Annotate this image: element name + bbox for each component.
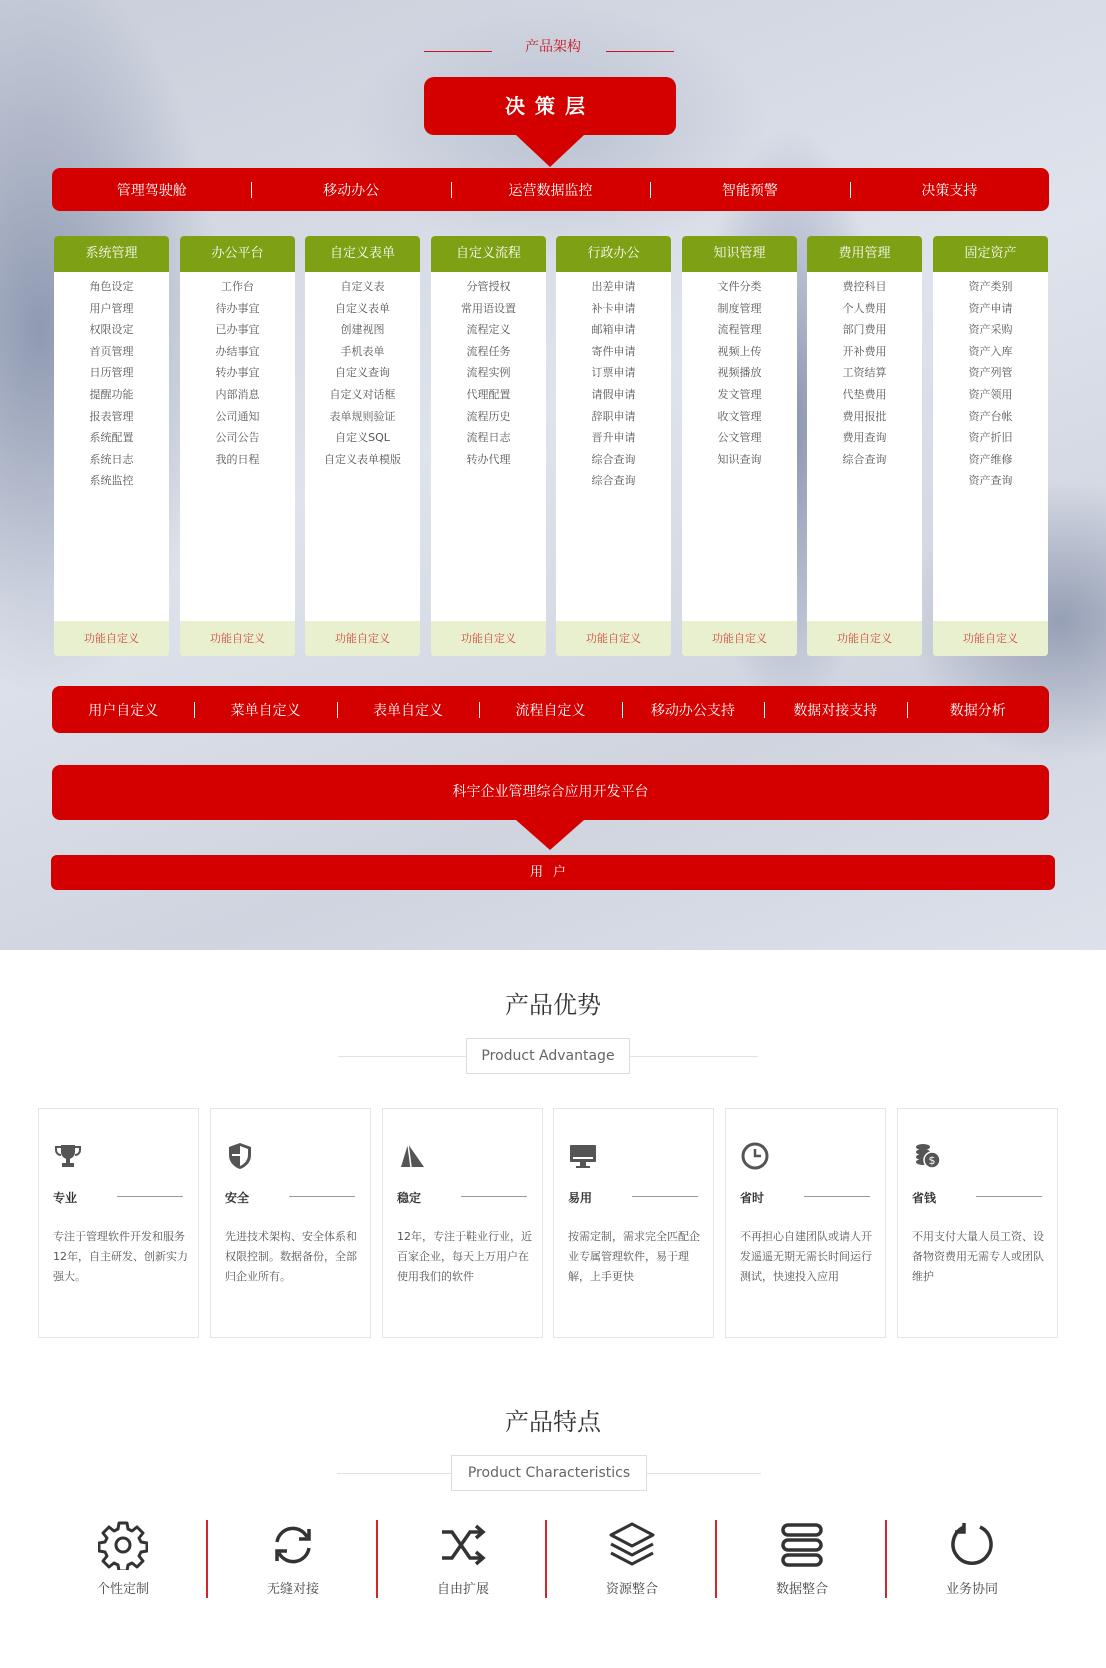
module-item[interactable]: 资产列管 (968, 366, 1013, 380)
advantage-card-text: 不用支付大量人员工资、设备物资费用无需专人或团队维护 (912, 1230, 1044, 1283)
module-column (933, 236, 1048, 656)
module-item[interactable]: 我的日程 (215, 452, 260, 466)
module-item[interactable]: 已办事宜 (215, 323, 260, 337)
module-item-list (180, 272, 295, 470)
module-footer[interactable]: 功能自定义 (180, 621, 295, 656)
feature-item[interactable] (378, 1520, 548, 1600)
module-footer[interactable]: 功能自定义 (431, 621, 546, 656)
module-item[interactable]: 资产台帐 (968, 409, 1013, 423)
custom-bar-item[interactable]: 流程自定义 (479, 700, 621, 720)
feature-item[interactable] (717, 1520, 887, 1600)
module-column (556, 236, 671, 656)
module-footer[interactable]: 功能自定义 (807, 621, 922, 656)
gear-icon (98, 1520, 148, 1570)
module-item[interactable]: 分管授权 (466, 280, 511, 293)
module-item[interactable]: 个人费用 (842, 301, 887, 315)
module-item[interactable]: 流程管理 (717, 323, 762, 337)
module-item[interactable]: 权限设定 (89, 323, 134, 337)
module-item[interactable]: 部门费用 (842, 323, 887, 337)
advantage-title: 产品优势 (505, 991, 601, 1019)
feature-divider (715, 1520, 717, 1598)
module-item[interactable]: 资产折旧 (968, 431, 1013, 445)
advantage-card-rule (804, 1196, 870, 1197)
characteristics-subtitle: Product Characteristics (451, 1455, 647, 1491)
module-item[interactable]: 转办事宜 (215, 366, 260, 380)
advantage-card-rule (976, 1196, 1042, 1197)
custom-bar-item[interactable]: 移动办公支持 (622, 700, 764, 720)
feature-divider (545, 1520, 547, 1598)
advantage-card-rule (632, 1196, 698, 1197)
refresh-icon (947, 1520, 997, 1570)
module-item[interactable]: 请假申请 (591, 387, 636, 401)
feature-label: 资源整合 (605, 1582, 658, 1597)
module-header[interactable]: 自定义表单 (305, 236, 420, 272)
module-item[interactable]: 流程定义 (466, 323, 511, 337)
advantage-card-title: 易用 (568, 1191, 593, 1205)
module-item[interactable]: 工作台 (221, 280, 254, 293)
module-item[interactable]: 转办代理 (466, 452, 511, 466)
module-column (682, 236, 797, 656)
database-icon (777, 1520, 827, 1570)
feature-item[interactable] (208, 1520, 378, 1600)
module-item[interactable]: 资产领用 (968, 387, 1013, 401)
module-item[interactable]: 费用查询 (842, 431, 887, 445)
module-item[interactable]: 视频上传 (717, 344, 762, 358)
module-column (431, 236, 546, 656)
module-item-list (933, 272, 1048, 492)
advantage-card-title: 专业 (53, 1191, 78, 1205)
module-item[interactable]: 自定义表 (340, 280, 385, 293)
module-item[interactable]: 收文管理 (717, 409, 762, 423)
module-item[interactable]: 辞职申请 (591, 409, 636, 423)
module-item[interactable]: 内部消息 (215, 387, 260, 401)
module-item[interactable]: 系统日志 (89, 452, 134, 466)
platform-bar: 科宇企业管理综合应用开发平台 (52, 765, 1049, 820)
module-item[interactable]: 代理配置 (466, 387, 511, 401)
top-bar-item[interactable]: 移动办公 (251, 180, 450, 200)
custom-bar-item[interactable]: 表单自定义 (337, 700, 479, 720)
svg-text:$: $ (928, 1154, 936, 1167)
decision-arrow (516, 135, 584, 167)
advantage-card (897, 1108, 1058, 1338)
module-item[interactable]: 创建视图 (340, 323, 385, 337)
module-item[interactable]: 代垫费用 (842, 387, 887, 401)
decision-layer: 决策层 (424, 77, 676, 135)
module-item[interactable]: 办结事宜 (215, 344, 260, 358)
module-header[interactable]: 行政办公 (556, 236, 671, 272)
module-item-list (682, 272, 797, 470)
advantage-card-text: 不再担心自建团队或请人开发遥遥无期无需长时间运行测试，快速投入应用 (740, 1230, 872, 1283)
module-item[interactable]: 资产申请 (968, 301, 1013, 315)
advantage-card-title: 安全 (225, 1191, 250, 1205)
module-item[interactable]: 自定义对话框 (329, 387, 396, 401)
advantage-card (38, 1108, 199, 1338)
custom-bar-item[interactable]: 用户自定义 (88, 702, 159, 719)
shuffle-icon (438, 1520, 488, 1570)
module-item[interactable]: 自定义SQL (335, 431, 390, 445)
feature-label: 个性定制 (96, 1582, 149, 1597)
module-item[interactable]: 常用语设置 (461, 301, 516, 315)
module-item[interactable]: 制度管理 (717, 301, 762, 315)
sync-icon (268, 1520, 318, 1570)
module-item[interactable]: 流程实例 (466, 366, 511, 380)
module-item-list (54, 272, 169, 492)
shield-icon (225, 1141, 255, 1171)
module-header[interactable]: 系统管理 (54, 236, 169, 272)
module-item[interactable]: 工资结算 (842, 366, 887, 380)
module-columns (54, 236, 1048, 656)
module-header[interactable]: 知识管理 (682, 236, 797, 272)
module-item[interactable]: 自定义查询 (335, 366, 390, 380)
module-header[interactable]: 自定义流程 (431, 236, 546, 272)
module-item[interactable]: 流程历史 (466, 409, 511, 423)
feature-label: 自由扩展 (436, 1582, 489, 1597)
module-item[interactable]: 角色设定 (89, 280, 134, 293)
module-item[interactable]: 提醒功能 (89, 387, 134, 401)
feature-label: 数据整合 (775, 1582, 828, 1597)
top-bar-item[interactable]: 运营数据监控 (451, 180, 650, 200)
module-item-list (431, 272, 546, 470)
architecture-title: 产品架构 (525, 39, 581, 55)
advantage-card-text: 专注于管理软件开发和服务12年，自主研发、创新实力强大。 (53, 1230, 188, 1283)
module-item[interactable]: 流程日志 (466, 431, 511, 445)
module-item[interactable]: 资产入库 (968, 344, 1013, 358)
module-item-list (807, 272, 922, 470)
feature-divider (885, 1520, 887, 1598)
module-header[interactable]: 办公平台 (180, 236, 295, 272)
module-item[interactable]: 首页管理 (89, 344, 134, 358)
module-item[interactable]: 自定义表单 (335, 301, 390, 315)
module-item[interactable]: 知识查询 (717, 452, 762, 466)
module-header[interactable]: 费用管理 (807, 236, 922, 272)
module-item[interactable]: 公司公告 (215, 431, 260, 445)
module-item-list (305, 272, 420, 470)
feature-label: 业务协同 (945, 1582, 998, 1597)
module-item[interactable]: 出差申请 (591, 280, 636, 293)
top-bar-item[interactable]: 智能预警 (650, 180, 849, 200)
advantage-card-title: 稳定 (397, 1191, 422, 1205)
module-footer[interactable]: 功能自定义 (933, 621, 1048, 656)
module-item-list (556, 272, 671, 492)
custom-bar-item[interactable]: 数据对接支持 (764, 700, 906, 720)
module-item[interactable]: 视频播放 (717, 366, 762, 380)
module-item[interactable]: 系统配置 (89, 431, 134, 445)
advantage-card-title: 省钱 (912, 1191, 937, 1205)
module-item[interactable]: 系统监控 (89, 474, 134, 488)
advantage-subtitle: Product Advantage (466, 1038, 630, 1074)
module-column (54, 236, 169, 656)
custom-bar-item[interactable]: 数据分析 (907, 700, 1049, 720)
advantage-card (210, 1108, 371, 1338)
feature-label: 无缝对接 (266, 1582, 319, 1597)
module-item[interactable]: 综合查询 (591, 452, 636, 466)
advantage-card-rule (289, 1196, 355, 1197)
custom-bar (52, 686, 1049, 733)
clock-icon (740, 1141, 770, 1171)
platform-arrow (516, 820, 584, 850)
coins-icon (912, 1141, 942, 1171)
module-item[interactable]: 发文管理 (717, 387, 762, 401)
advantage-rule-right (630, 1056, 758, 1057)
module-item[interactable]: 公文管理 (717, 431, 762, 445)
module-footer[interactable]: 功能自定义 (682, 621, 797, 656)
module-item[interactable]: 待办事宜 (215, 301, 260, 315)
module-column (807, 236, 922, 656)
feature-item[interactable] (887, 1520, 1057, 1600)
characteristics-title: 产品特点 (505, 1408, 601, 1436)
characteristics-rule-right (647, 1473, 761, 1474)
module-item[interactable]: 费控科目 (842, 280, 887, 293)
feature-divider (206, 1520, 208, 1598)
users-bar: 用户 (51, 855, 1055, 890)
module-item[interactable]: 资产类别 (968, 280, 1013, 293)
top-bar-item[interactable]: 决策支持 (850, 180, 1049, 200)
advantage-card (382, 1108, 543, 1338)
module-item[interactable]: 流程任务 (466, 344, 511, 358)
module-item[interactable]: 寄件申请 (591, 344, 636, 358)
custom-bar-item[interactable]: 菜单自定义 (194, 700, 336, 720)
module-item[interactable]: 综合查询 (842, 452, 887, 466)
advantage-card (725, 1108, 886, 1338)
module-item[interactable]: 报表管理 (89, 409, 134, 423)
module-footer[interactable]: 功能自定义 (556, 621, 671, 656)
characteristics-rule-left (337, 1473, 451, 1474)
module-footer[interactable]: 功能自定义 (54, 621, 169, 656)
advantage-card-rule (117, 1196, 183, 1197)
module-item[interactable]: 资产维修 (968, 452, 1013, 466)
module-item[interactable]: 邮箱申请 (591, 323, 636, 337)
advantage-card-text: 按需定制，需求完全匹配企业专属管理软件，易于理解，上手更快 (568, 1230, 700, 1283)
advantage-card-text: 12年，专注于鞋业行业，近百家企业，每天上万用户在使用我们的软件 (397, 1230, 532, 1283)
module-header[interactable]: 固定资产 (933, 236, 1048, 272)
monitor-icon (568, 1141, 598, 1171)
feature-item[interactable] (547, 1520, 717, 1600)
module-item[interactable]: 综合查询 (591, 474, 636, 488)
advantage-card-text: 先进技术架构、安全体系和权限控制。数据备份，全部归企业所有。 (225, 1230, 357, 1283)
module-column (305, 236, 420, 656)
module-column (180, 236, 295, 656)
module-footer[interactable]: 功能自定义 (305, 621, 420, 656)
title-rule-right (606, 51, 674, 52)
module-item[interactable]: 资产查询 (968, 474, 1013, 488)
top-bar (52, 168, 1049, 211)
module-item[interactable]: 订票申请 (591, 366, 636, 380)
module-item[interactable]: 日历管理 (89, 366, 134, 380)
module-item[interactable]: 文件分类 (717, 280, 762, 293)
advantage-card-title: 省时 (740, 1191, 765, 1205)
module-item[interactable]: 手机表单 (340, 344, 385, 358)
module-item[interactable]: 开补费用 (842, 344, 887, 358)
module-item[interactable]: 资产采购 (968, 323, 1013, 337)
advantage-card (553, 1108, 714, 1338)
trophy-icon (53, 1141, 83, 1171)
layers-icon (607, 1520, 657, 1570)
module-item[interactable]: 费用报批 (842, 409, 887, 423)
module-item[interactable]: 用户管理 (89, 301, 134, 315)
advantage-card-rule (461, 1196, 527, 1197)
module-item[interactable]: 表单规则验证 (329, 409, 396, 423)
module-item[interactable]: 公司通知 (215, 409, 260, 423)
advantage-rule-left (338, 1056, 466, 1057)
module-item[interactable]: 自定义表单模版 (324, 452, 401, 466)
triangle-icon (397, 1141, 427, 1171)
feature-item[interactable] (38, 1520, 208, 1600)
top-bar-item[interactable]: 管理驾驶舱 (116, 182, 187, 199)
module-item[interactable]: 补卡申请 (591, 301, 636, 315)
module-item[interactable]: 晋升申请 (591, 431, 636, 445)
feature-divider (376, 1520, 378, 1598)
